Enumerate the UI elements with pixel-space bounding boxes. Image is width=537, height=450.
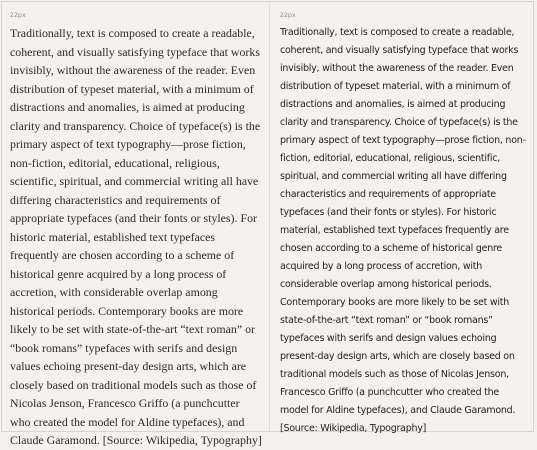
font-size-label: 22px bbox=[10, 12, 26, 19]
sans-sample-text: Traditionally, text is composed to create a readable, coherent, and visually satisfying typeface that works invisibly, without the awareness of the reader. Even distribution of typeset material, with a minimum of distractions and anomalies, is aimed at producing clarity and transparency. Choice of typeface(s) is the primary aspect of text typography—prose fiction, non-fiction, editorial, educational, religious, scientific, spiritual, and commercial writing all have differing characteristics and requirements of appropriate typefaces (and their fonts or styles). For historic material, established text typefaces frequently are chosen according to a scheme of historical genre acquired by a long process of accretion, with considerable overlap among historical periods. Contemporary books are more likely to be set with state-of-the-art “text roman” or “book romans” typefaces with serifs and design values echoing present-day design arts, which are closely based on traditional models such as those of Nicolas Jenson, Francesco Griffo (a punchcutter who created the model for Aldine typefaces), and Claude Garamond. [Source: Wikipedia, Typography] bbox=[280, 27, 526, 434]
serif-sample-text: Traditionally, text is composed to create a readable, coherent, and visually satisfying typeface that works invisibly, without the awareness of the reader. Even distribution of typeset material, with a minimum of distractions and anomalies, is aimed at producing clarity and transparency. Choice of typeface(s) is the primary aspect of text typography—prose fiction, non-fiction, editorial, educational, religious, scientific, spiritual, and commercial writing all have differing characteristics and requirements of appropriate typefaces (and their fonts or styles). For historic material, established text typefaces frequently are chosen according to a scheme of historical genre acquired by a long process of accretion, with considerable overlap among historical periods. Contemporary books are more likely to be set with state-of-the-art “text roman” or “book romans” typefaces with serifs and design values echoing present-day design arts, which are closely based on traditional models such as those of Nicolas Jenson, Francesco Griffo (a punchcutter who created the model for Aldine typefaces), and Claude Garamond. [Source: Wikipedia, Typography] bbox=[10, 26, 262, 447]
comparison-frame bbox=[1, 1, 534, 447]
sans-sample-panel bbox=[270, 2, 534, 434]
serif-sample-panel bbox=[2, 2, 268, 447]
font-size-label: 22px bbox=[280, 12, 296, 19]
